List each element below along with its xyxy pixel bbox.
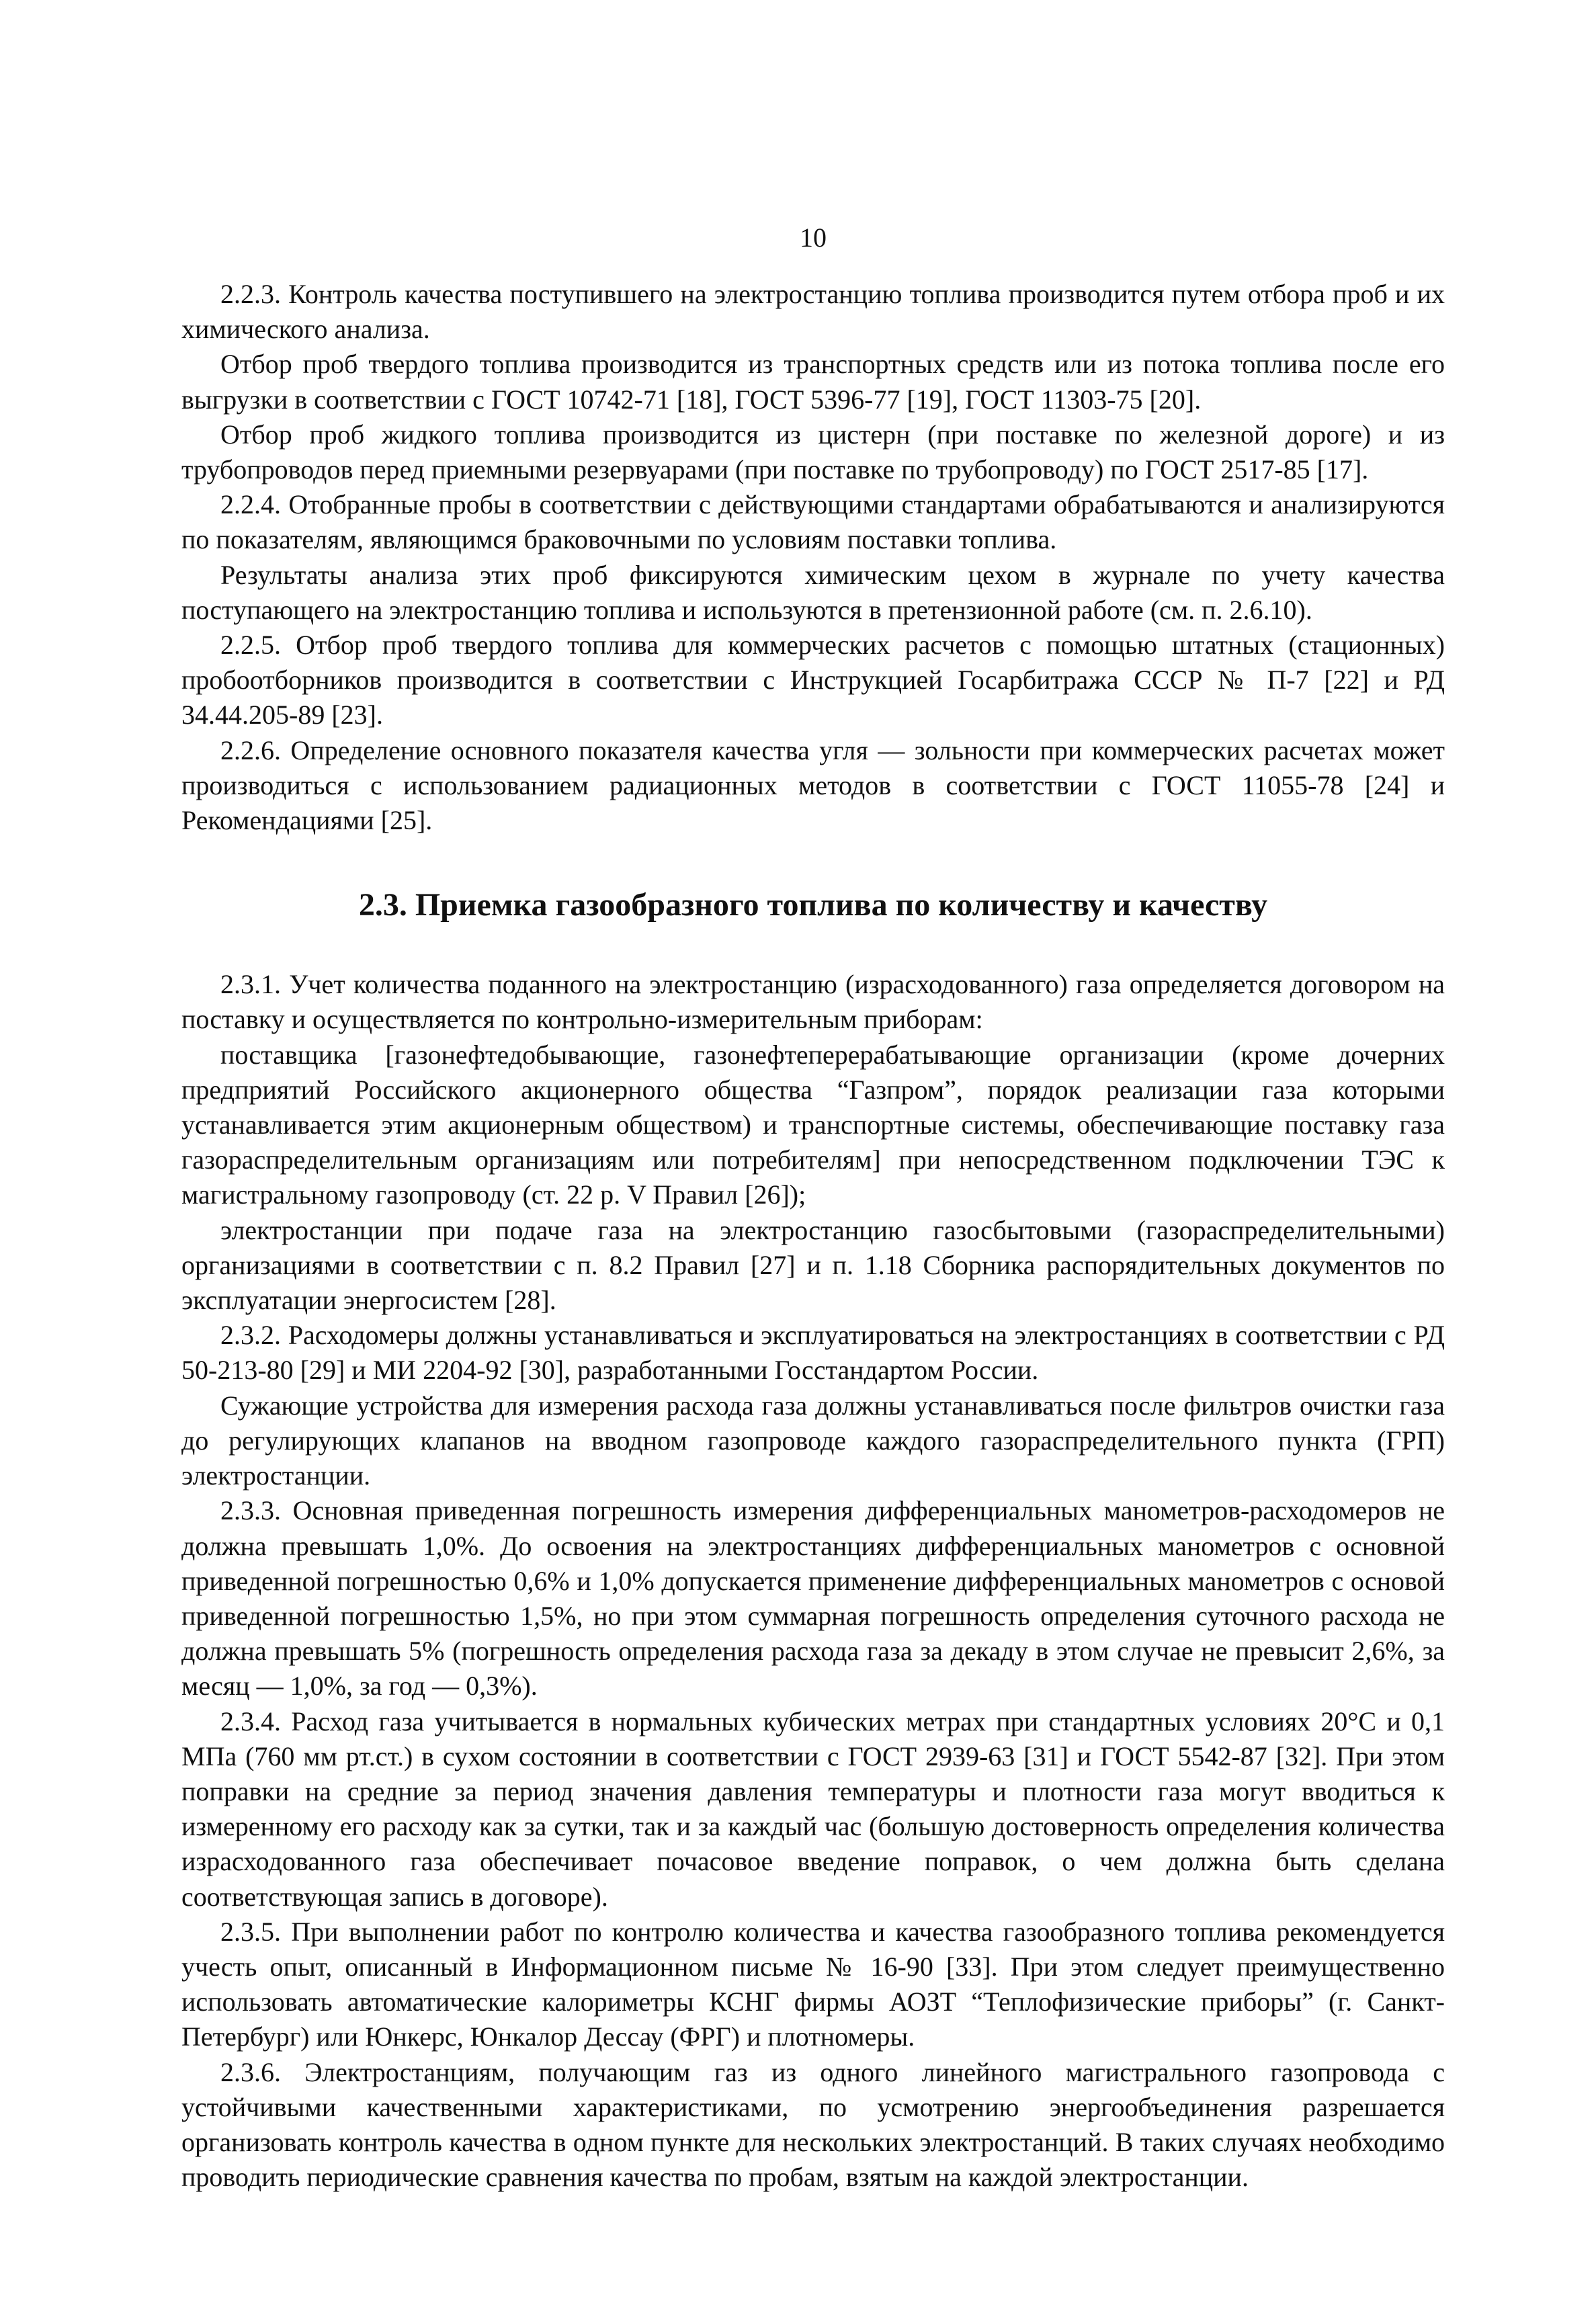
paragraph-supplier-devices: поставщика [газонефтедобывающие, газонефтеперерабатывающие организации (кроме дочерних предприятий Российского акционерного общества “Газпром”, порядок реализации газа которыми устанавливается этим акционерным обществом) и транспортные системы, обеспечивающие поставку газа газораспределительным организациям или потребителям] при непосредственном подключении ТЭС к магистральному газопроводу (ст. 22 р. V Правил [26]); — [181, 1039, 1445, 1210]
section-2-2-body — [181, 277, 1445, 838]
paragraph-liquid-fuel-sampling: Отбор проб жидкого топлива производится из цистерн (при поставке по железной дороге) и из трубопроводов перед приемными резервуарами (при поставке по трубопроводу) по ГОСТ 2517-85 [17]. — [181, 419, 1445, 485]
paragraph-2-3-1: 2.3.1. Учет количества поданного на электростанцию (израсходованного) газа определяется договором на поставку и осуществляется по контрольно-измерительным приборам: — [181, 969, 1445, 1035]
paragraph-2-3-3: 2.3.3. Основная приведенная погрешность измерения дифференциальных манометров-расходомеров не должна превышать 1,0%. До освоения на электростанциях дифференциальных манометров с основной приведенной погрешностью 0,6% и 1,0% допускается применение дифференциальных манометров с основой приведенной погрешностью 1,5%, но при этом суммарная погрешность определения суточного расхода не должна превышать 5% (погрешность определения расхода газа за декаду в этом случае не превысит 2,6%, за месяц — 1,0%, за год — 0,3%). — [181, 1495, 1445, 1702]
paragraph-power-station-devices: электростанции при подаче газа на электростанцию газосбытовыми (газораспределительными) организациями в соответствии с п. 8.2 Правил [27] и п. 1.18 Сборника распорядительных документов по эксплуатации энергосистем [28]. — [181, 1214, 1445, 1316]
paragraph-analysis-results: Результаты анализа этих проб фиксируются химическим цехом в журнале по учету качества поступающего на электростанцию топлива и используются в претензионной работе (см. п. 2.6.10). — [181, 559, 1445, 625]
paragraph-throttling-devices: Сужающие устройства для измерения расхода газа должны устанавливаться после фильтров очистки газа до регулирующих клапанов на вводном газопроводе каждого газораспределительного пункта (ГРП) электростанции. — [181, 1390, 1445, 1491]
paragraph-2-3-4: 2.3.4. Расход газа учитывается в нормальных кубических метрах при стандартных условиях 20°С и 0,1 МПа (760 мм рт.ст.) в сухом состоянии в соответствии с ГОСТ 2939-63 [31] и ГОСТ 5542-87 [32]. При этом поправки на средние за период значения давления температуры и плотности газа могут вводиться к измеренному его расходу как за сутки, так и за каждый час (большую достоверность определения количества израсходованного газа обеспечивает почасовое введение поправок, о чем должна быть сделана соответствующая запись в договоре). — [181, 1706, 1445, 1912]
paragraph-2-3-2: 2.3.2. Расходомеры должны устанавливаться и эксплуатироваться на электростанциях в соответствии с РД 50-213-80 [29] и МИ 2204-92 [30], разработанными Госстандартом России. — [181, 1320, 1445, 1386]
section-2-3-body — [181, 967, 1445, 2195]
paragraph-2-2-3: 2.2.3. Контроль качества поступившего на электростанцию топлива производится путем отбора проб и их химического анализа. — [181, 279, 1445, 345]
page-number: 10 — [800, 222, 827, 253]
section-heading-2-3: 2.3. Приемка газообразного топлива по количеству и качеству — [358, 887, 1268, 923]
paragraph-2-2-6: 2.2.6. Определение основного показателя качества угля — зольности при коммерческих расчетах может производиться с использованием радиационных методов в соответствии с ГОСТ 11055-78 [24] и Рекомендациями [25]. — [181, 735, 1445, 836]
document-page — [181, 222, 1445, 2195]
paragraph-2-3-6: 2.3.6. Электростанциям, получающим газ из одного линейного магистрального газопровода с устойчивыми качественными характеристиками, по усмотрению энергообъединения разрешается организовать контроль качества в одном пункте для нескольких электростанций. В таких случаях необходимо проводить периодические сравнения качества по пробам, взятым на каждой электростанции. — [181, 2056, 1445, 2193]
paragraph-2-3-5: 2.3.5. При выполнении работ по контролю количества и качества газообразного топлива рекомендуется учесть опыт, описанный в Информационном письме № 16-90 [33]. При этом следует преимущественно использовать автоматические калориметры КСНГ фирмы АОЗТ “Теплофизические приборы” (г. Санкт-Петербург) или Юнкерс, Юнкалор Дессау (ФРГ) и плотномеры. — [181, 1916, 1445, 2052]
paragraph-solid-fuel-sampling: Отбор проб твердого топлива производится из транспортных средств или из потока топлива после его выгрузки в соответствии с ГОСТ 10742-71 [18], ГОСТ 5396-77 [19], ГОСТ 11303-75 [20]. — [181, 349, 1445, 415]
paragraph-2-2-4: 2.2.4. Отобранные пробы в соответствии с действующими стандартами обрабатываются и анализируются по показателям, являющимся браковочными по условиям поставки топлива. — [181, 489, 1445, 555]
paragraph-2-2-5: 2.2.5. Отбор проб твердого топлива для коммерческих расчетов с помощью штатных (стационных) пробоотборников производится в соответствии с Инструкцией Госарбитража СССР № П-7 [22] и РД 34.44.205-89 [23]. — [181, 630, 1445, 730]
